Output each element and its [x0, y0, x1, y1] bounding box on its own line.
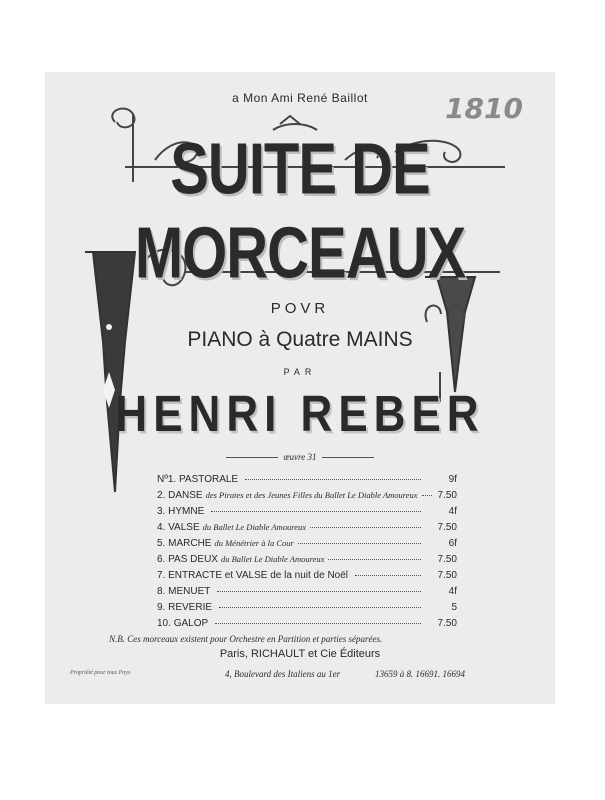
title-page	[45, 72, 555, 704]
page-title: SUITE DE MORCEAUX	[134, 128, 466, 294]
opus-number: œuvre 31	[45, 452, 555, 462]
pencil-mark: 1810	[445, 92, 523, 125]
list-item: 10. GALOP 7.50	[157, 618, 457, 629]
plate-numbers: 13659 à 8. 16691. 16694	[375, 669, 465, 679]
pour-label: POVR	[270, 300, 330, 317]
list-item: 4. VALSE du Ballet Le Diable Amoureux 7.50	[157, 522, 457, 533]
par-label: PAR	[283, 367, 317, 377]
list-item: 3. HYMNE 4f	[157, 506, 457, 517]
dedication: a Mon Ami René Baillot	[232, 91, 368, 105]
list-item: 2. DANSE des Pirates et des Jeunes Filles du Ballet Le Diable Amoureux 7.50	[157, 490, 457, 501]
list-item: 5. MARCHE du Ménétrier à la Cour 6f	[157, 538, 457, 549]
list-item: Nº1. PASTORALE 9f	[157, 474, 457, 485]
pieces-list	[157, 474, 457, 634]
publisher-address: 4, Boulevard des Italiens au 1er	[225, 669, 341, 679]
instrumentation: PIANO à Quatre MAINS	[187, 328, 413, 351]
nb-note: N.B. Ces morceaux existent pour Orchestre en Partition et parties séparées.	[109, 634, 383, 644]
composer-name: HENRI REBER	[115, 386, 485, 443]
list-item: 9. REVERIE 5	[157, 602, 457, 613]
list-item: 6. PAS DEUX du Ballet Le Diable Amoureux 7.50	[157, 554, 457, 565]
property-notice: Propriété pour tous Pays	[70, 670, 131, 676]
list-item: 8. MENUET 4f	[157, 586, 457, 597]
publisher: Paris, RICHAULT et Cie Éditeurs	[219, 648, 381, 660]
list-item: 7. ENTRACTE et VALSE de la nuit de Noël 7.50	[157, 570, 457, 581]
